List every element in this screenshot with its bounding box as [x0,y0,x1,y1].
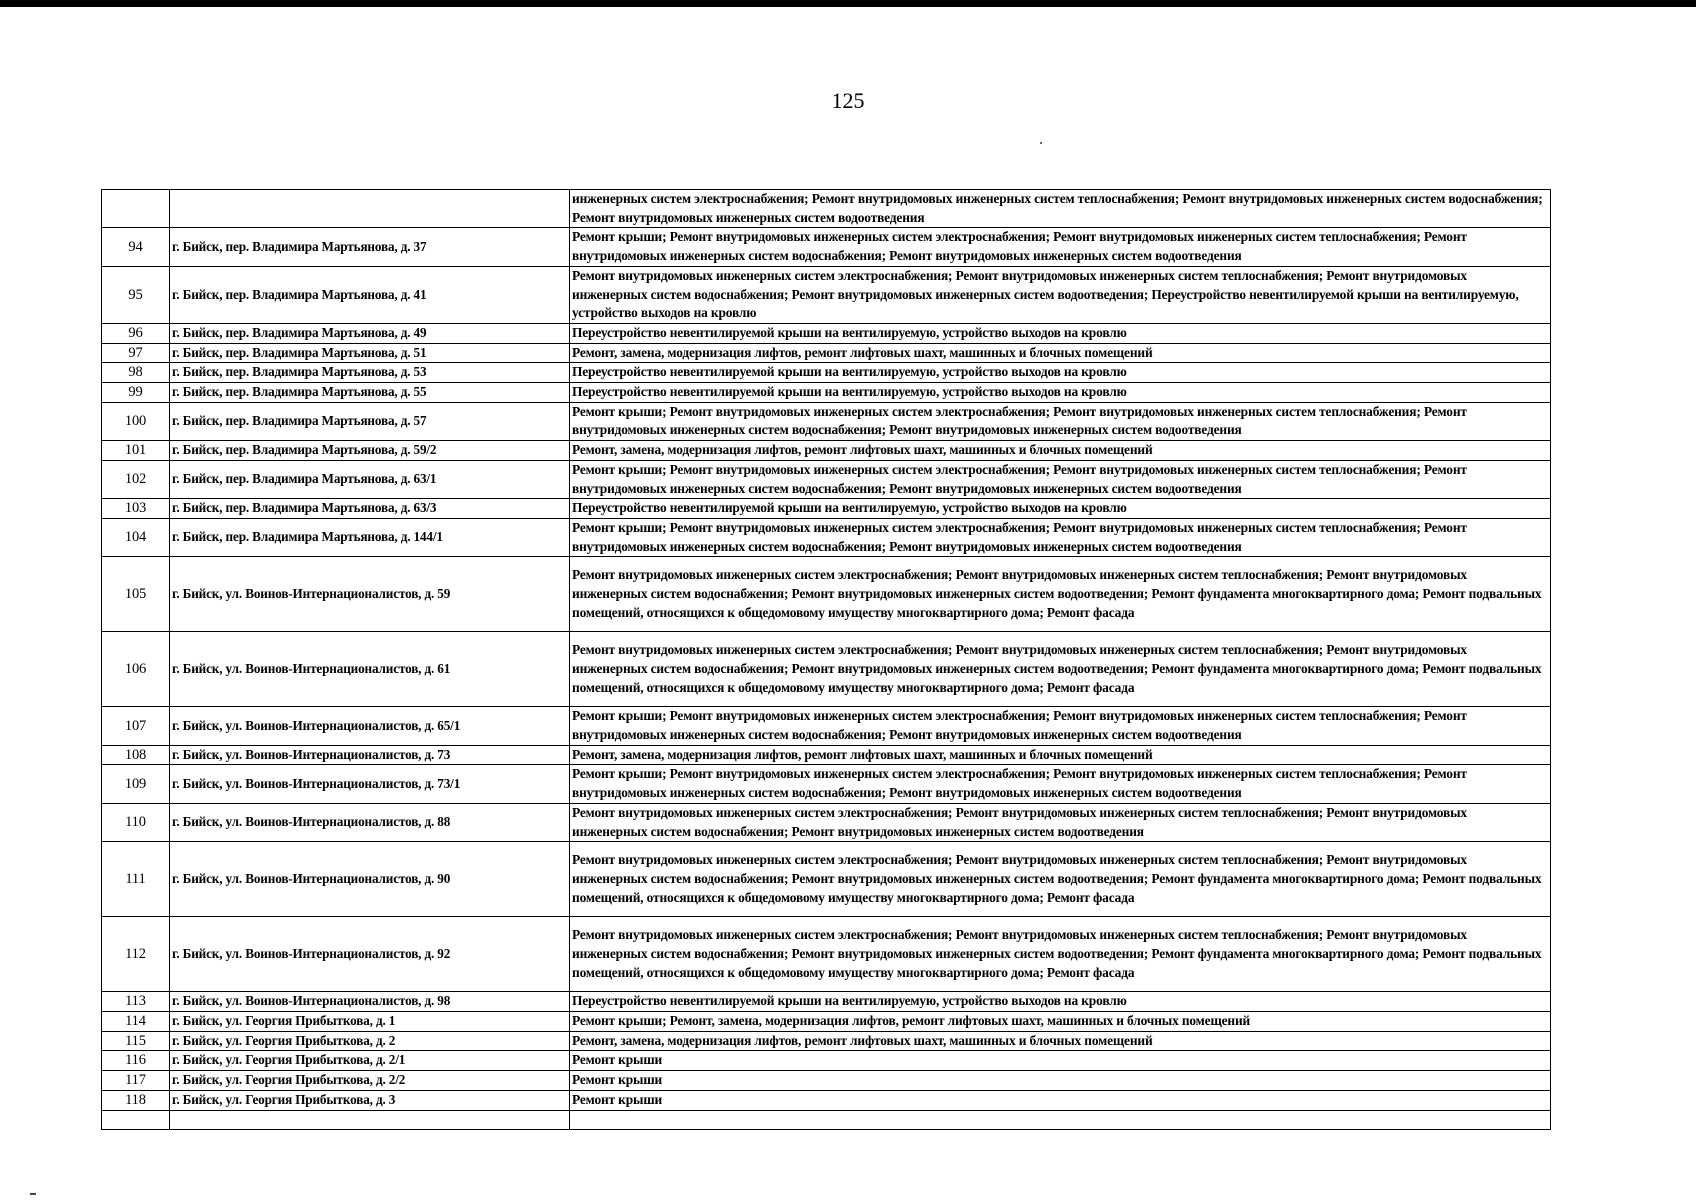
table-row [102,1031,1551,1051]
row-number [102,190,170,228]
row-number: 113 [102,992,170,1012]
table-row [102,842,1551,917]
row-number: 117 [102,1071,170,1091]
row-work: Переустройство невентилируемой крыши на вентилируемую, устройство выходов на кровлю [570,363,1551,383]
row-number: 103 [102,499,170,519]
row-number: 114 [102,1011,170,1031]
row-work: Переустройство невентилируемой крыши на вентилируемую, устройство выходов на кровлю [570,383,1551,403]
row-number: 102 [102,460,170,498]
row-number: 101 [102,441,170,461]
row-address: г. Бийск, ул. Воинов-Интернационалистов, д. 61 [170,632,570,707]
row-number: 95 [102,266,170,323]
row-work: Ремонт крыши; Ремонт внутридомовых инженерных систем электроснабжения; Ремонт внутридомовых инженерных систем теплоснабжения; Ремонт внутридомовых инженерных систем водоснабжения; Ремонт внутридомовых инженерных систем водоотведения [570,402,1551,440]
row-work: Ремонт, замена, модернизация лифтов, ремонт лифтовых шахт, машинных и блочных помещений [570,441,1551,461]
row-work: Переустройство невентилируемой крыши на вентилируемую, устройство выходов на кровлю [570,323,1551,343]
row-address: г. Бийск, пер. Владимира Мартьянова, д. 57 [170,402,570,440]
row-address: г. Бийск, ул. Воинов-Интернационалистов, д. 73 [170,745,570,765]
table-row [102,460,1551,498]
table-row [102,1051,1551,1071]
row-address: г. Бийск, пер. Владимира Мартьянова, д. 63/3 [170,499,570,519]
row-number: 98 [102,363,170,383]
row-work: Ремонт крыши; Ремонт внутридомовых инженерных систем электроснабжения; Ремонт внутридомовых инженерных систем теплоснабжения; Ремонт внутридомовых инженерных систем водоснабжения; Ремонт внутридомовых инженерных систем водоотведения [570,707,1551,745]
row-number: 97 [102,343,170,363]
row-address [170,190,570,228]
row-address [170,1110,570,1129]
row-number [102,1110,170,1129]
row-address: г. Бийск, пер. Владимира Мартьянова, д. 63/1 [170,460,570,498]
row-work: Ремонт крыши; Ремонт внутридомовых инженерных систем электроснабжения; Ремонт внутридомовых инженерных систем теплоснабжения; Ремонт внутридомовых инженерных систем водоснабжения; Ремонт внутридомовых инженерных систем водоотведения [570,765,1551,803]
table-row [102,917,1551,992]
table-row [102,518,1551,556]
row-work: Ремонт крыши [570,1051,1551,1071]
row-work: Ремонт внутридомовых инженерных систем электроснабжения; Ремонт внутридомовых инженерных систем теплоснабжения; Ремонт внутридомовых инженерных систем водоснабжения; Ремонт внутридомовых инженерных систем водоотведения; Ремонт фундамента многоквартирного дома; Ремонт подвальных помещений, относящихся к общедомовому имуществу многоквартирного дома; Ремонт фасада [570,917,1551,992]
row-address: г. Бийск, пер. Владимира Мартьянова, д. 59/2 [170,441,570,461]
row-number: 116 [102,1051,170,1071]
row-address: г. Бийск, пер. Владимира Мартьянова, д. 55 [170,383,570,403]
row-number: 104 [102,518,170,556]
row-number: 112 [102,917,170,992]
row-address: г. Бийск, ул. Воинов-Интернационалистов, д. 90 [170,842,570,917]
table-row [102,402,1551,440]
row-number: 109 [102,765,170,803]
scan-speck [1040,142,1042,144]
row-work: Ремонт крыши; Ремонт, замена, модернизация лифтов, ремонт лифтовых шахт, машинных и блочных помещений [570,1011,1551,1031]
row-address: г. Бийск, ул. Георгия Прибыткова, д. 1 [170,1011,570,1031]
row-work: Ремонт крыши [570,1071,1551,1091]
row-number: 99 [102,383,170,403]
row-work: Ремонт внутридомовых инженерных систем электроснабжения; Ремонт внутридомовых инженерных систем теплоснабжения; Ремонт внутридомовых инженерных систем водоснабжения; Ремонт внутридомовых инженерных систем водоотведения; Ремонт фундамента многоквартирного дома; Ремонт подвальных помещений, относящихся к общедомовому имуществу многоквартирного дома; Ремонт фасада [570,842,1551,917]
row-address: г. Бийск, пер. Владимира Мартьянова, д. 51 [170,343,570,363]
table-row [102,992,1551,1012]
row-number: 115 [102,1031,170,1051]
row-number: 106 [102,632,170,707]
table-row [102,745,1551,765]
table-row [102,557,1551,632]
row-number: 96 [102,323,170,343]
row-work [570,1110,1551,1129]
row-number: 94 [102,228,170,266]
table-row [102,499,1551,519]
row-work: инженерных систем электроснабжения; Ремонт внутридомовых инженерных систем теплоснабжения; Ремонт внутридомовых инженерных систем водоснабжения; Ремонт внутридомовых инженерных систем водоотведения [570,190,1551,228]
row-work: Ремонт внутридомовых инженерных систем электроснабжения; Ремонт внутридомовых инженерных систем теплоснабжения; Ремонт внутридомовых инженерных систем водоснабжения; Ремонт внутридомовых инженерных систем водоотведения [570,803,1551,841]
table-row [102,343,1551,363]
row-address: г. Бийск, ул. Георгия Прибыткова, д. 2/2 [170,1071,570,1091]
row-address: г. Бийск, пер. Владимира Мартьянова, д. 144/1 [170,518,570,556]
row-work: Ремонт внутридомовых инженерных систем электроснабжения; Ремонт внутридомовых инженерных систем теплоснабжения; Ремонт внутридомовых инженерных систем водоснабжения; Ремонт внутридомовых инженерных систем водоотведения; Ремонт фундамента многоквартирного дома; Ремонт подвальных помещений, относящихся к общедомовому имуществу многоквартирного дома; Ремонт фасада [570,557,1551,632]
table-row [102,323,1551,343]
row-address: г. Бийск, ул. Воинов-Интернационалистов, д. 59 [170,557,570,632]
table-row [102,363,1551,383]
row-address: г. Бийск, ул. Воинов-Интернационалистов, д. 65/1 [170,707,570,745]
page-number: 125 [831,88,865,113]
row-address: г. Бийск, ул. Воинов-Интернационалистов, д. 92 [170,917,570,992]
row-number: 118 [102,1090,170,1110]
row-number: 110 [102,803,170,841]
table-row [102,383,1551,403]
table-row [102,632,1551,707]
row-number: 111 [102,842,170,917]
table-row [102,228,1551,266]
row-address: г. Бийск, пер. Владимира Мартьянова, д. 41 [170,266,570,323]
row-number: 105 [102,557,170,632]
row-address: г. Бийск, ул. Воинов-Интернационалистов, д. 88 [170,803,570,841]
row-work: Ремонт крыши [570,1090,1551,1110]
table-body [102,190,1551,1130]
row-number: 100 [102,402,170,440]
row-address: г. Бийск, ул. Георгия Прибыткова, д. 3 [170,1090,570,1110]
row-work: Ремонт крыши; Ремонт внутридомовых инженерных систем электроснабжения; Ремонт внутридомовых инженерных систем теплоснабжения; Ремонт внутридомовых инженерных систем водоснабжения; Ремонт внутридомовых инженерных систем водоотведения [570,460,1551,498]
row-work: Ремонт внутридомовых инженерных систем электроснабжения; Ремонт внутридомовых инженерных систем теплоснабжения; Ремонт внутридомовых инженерных систем водоснабжения; Ремонт внутридомовых инженерных систем водоотведения; Ремонт фундамента многоквартирного дома; Ремонт подвальных помещений, относящихся к общедомовому имуществу многоквартирного дома; Ремонт фасада [570,632,1551,707]
row-work: Ремонт внутридомовых инженерных систем электроснабжения; Ремонт внутридомовых инженерных систем теплоснабжения; Ремонт внутридомовых инженерных систем водоснабжения; Ремонт внутридомовых инженерных систем водоотведения; Переустройство невентилируемой крыши на вентилируемую, устройство выходов на кровлю [570,266,1551,323]
row-number: 107 [102,707,170,745]
row-work: Ремонт, замена, модернизация лифтов, ремонт лифтовых шахт, машинных и блочных помещений [570,343,1551,363]
table-row [102,1090,1551,1110]
row-address: г. Бийск, ул. Воинов-Интернационалистов, д. 98 [170,992,570,1012]
row-work: Ремонт, замена, модернизация лифтов, ремонт лифтовых шахт, машинных и блочных помещений [570,745,1551,765]
table-row [102,765,1551,803]
row-address: г. Бийск, пер. Владимира Мартьянова, д. 37 [170,228,570,266]
table-row [102,1011,1551,1031]
repair-works-table [101,189,1551,1130]
row-address: г. Бийск, ул. Георгия Прибыткова, д. 2 [170,1031,570,1051]
table-row [102,1071,1551,1091]
table-row [102,266,1551,323]
table-row [102,707,1551,745]
scan-mark [30,1193,36,1195]
row-work: Переустройство невентилируемой крыши на вентилируемую, устройство выходов на кровлю [570,499,1551,519]
row-number: 108 [102,745,170,765]
row-address: г. Бийск, ул. Воинов-Интернационалистов, д. 73/1 [170,765,570,803]
row-work: Ремонт, замена, модернизация лифтов, ремонт лифтовых шахт, машинных и блочных помещений [570,1031,1551,1051]
scan-top-border [0,0,1696,7]
row-work: Ремонт крыши; Ремонт внутридомовых инженерных систем электроснабжения; Ремонт внутридомовых инженерных систем теплоснабжения; Ремонт внутридомовых инженерных систем водоснабжения; Ремонт внутридомовых инженерных систем водоотведения [570,518,1551,556]
row-address: г. Бийск, пер. Владимира Мартьянова, д. 49 [170,323,570,343]
row-work: Переустройство невентилируемой крыши на вентилируемую, устройство выходов на кровлю [570,992,1551,1012]
row-work: Ремонт крыши; Ремонт внутридомовых инженерных систем электроснабжения; Ремонт внутридомовых инженерных систем теплоснабжения; Ремонт внутридомовых инженерных систем водоснабжения; Ремонт внутридомовых инженерных систем водоотведения [570,228,1551,266]
table-row [102,190,1551,228]
table-row [102,1110,1551,1129]
row-address: г. Бийск, ул. Георгия Прибыткова, д. 2/1 [170,1051,570,1071]
table-row [102,441,1551,461]
table-row [102,803,1551,841]
row-address: г. Бийск, пер. Владимира Мартьянова, д. 53 [170,363,570,383]
